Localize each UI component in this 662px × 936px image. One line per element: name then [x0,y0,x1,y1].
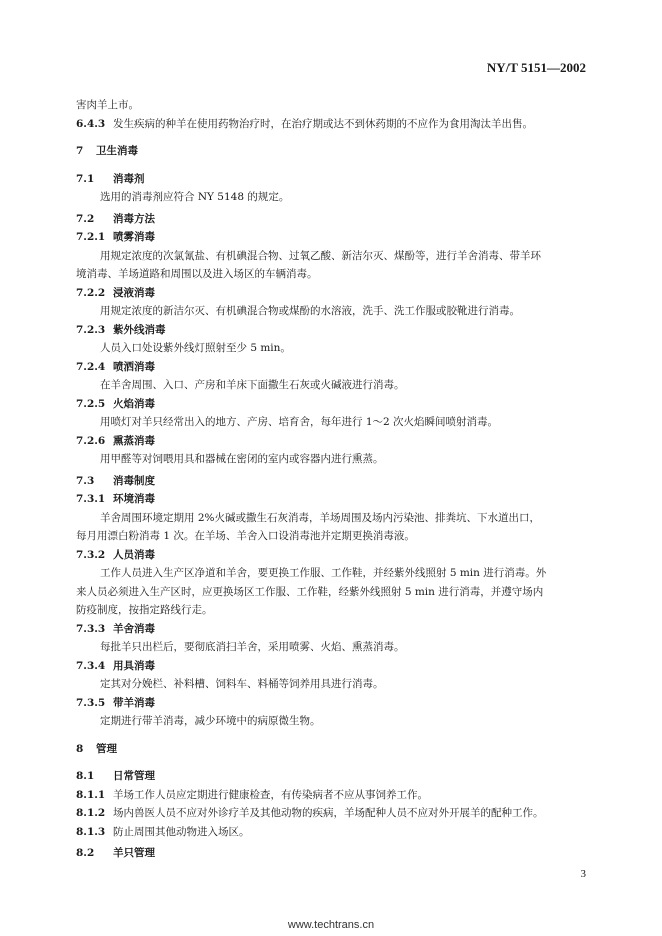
section-heading [76,395,591,414]
clause-number: 6.4.3 [76,117,106,130]
paragraph-continuation [76,601,591,620]
paragraph-text: 选用的消毒剂应符合 NY 5148 的规定。 [100,191,290,203]
paragraph-line [76,376,591,395]
section-number: 7.2.1 [76,231,106,243]
section-title: 环境消毒 [113,493,155,505]
paragraph-text: 定其对分娩栏、补料槽、饲料车、料桶等饲养用具进行消毒。 [100,678,384,690]
paragraph-continuation [76,96,591,115]
paragraph-continuation [76,583,591,602]
section-title: 喷雾消毒 [113,231,155,243]
chapter-number: 7 [76,145,84,157]
section-heading [76,321,591,340]
section-heading [76,228,591,247]
clause-number: 8.1.1 [76,788,106,801]
section-title: 紫外线消毒 [113,323,166,336]
paragraph-line [76,450,591,469]
section-title: 喷洒消毒 [113,360,155,373]
clause-text: 防止周围其他动物进入场区。 [113,825,250,838]
section-title: 浸液消毒 [113,286,155,299]
paragraph-text: 来人员必须进入生产区时，应更换场区工作服、工作鞋，经紫外线照射 5 min 进行消毒，并遵守场内 [76,585,544,598]
section-number: 8.1 [76,770,95,782]
section-title: 火焰消毒 [113,397,155,410]
section-heading [76,358,591,377]
section-number: 7.3.5 [76,696,106,709]
clause-text: 羊场工作人员应定期进行健康检查，有传染病者不应从事饲养工作。 [113,788,428,801]
clause [76,115,591,134]
section-title: 带羊消毒 [113,696,155,709]
section-heading [76,546,591,565]
paragraph-line [76,413,591,432]
paragraph-text: 害肉羊上市。 [76,99,139,111]
standard-code: NY/T 5151—2002 [486,60,586,75]
paragraph-continuation [76,527,591,546]
section-heading [76,284,591,303]
chapter-title: 卫生消毒 [96,145,138,157]
paragraph-line [76,509,591,528]
paragraph-text: 羊舍周围环境定期用 2%火碱或撒生石灰消毒，羊场周围及场内污染池、排粪坑、下水道出口， [100,511,540,524]
section-number: 7.3.1 [76,493,106,505]
section-number: 7.2 [76,212,95,225]
paragraph-text: 工作人员进入生产区净道和羊舍，要更换工作服、工作鞋，并经紫外线照射 5 min 进行消毒。外 [100,567,547,579]
paragraph-continuation [76,265,591,284]
section-heading [76,767,591,786]
section-number: 7.1 [76,172,95,185]
clause [76,804,591,823]
clause-text: 场内兽医人员不应对外诊疗羊及其他动物的疾病，羊场配种人员不应对外开展羊的配种工作。 [113,807,544,819]
chapter-title: 管理 [96,742,117,755]
section-title: 人员消毒 [113,548,155,561]
section-heading [76,472,591,491]
section-number: 7.3.4 [76,659,106,672]
paragraph-line [76,302,591,321]
footer-website: www.techtrans.cn [287,919,375,931]
paragraph-line [76,638,591,657]
paragraph-text: 人员入口处设紫外线灯照射至少 5 min。 [100,342,291,354]
section-title: 羊只管理 [113,847,155,859]
paragraph-text: 境消毒、羊场道路和周围以及进入场区的车辆消毒。 [76,268,318,280]
section-number: 7.3 [76,474,95,487]
clause-number: 8.1.2 [76,807,106,819]
section-title: 用具消毒 [113,659,155,672]
section-title: 消毒方法 [113,212,155,225]
paragraph-text: 防疫制度，按指定路线行走。 [76,604,213,616]
section-heading [76,844,591,863]
section-number: 7.3.3 [76,622,106,635]
paragraph-line [76,339,591,358]
section-heading [76,210,591,229]
paragraph-line [76,564,591,583]
section-title: 消毒制度 [113,474,155,487]
chapter-heading [76,740,591,759]
section-heading [76,432,591,451]
section-number: 7.2.6 [76,434,106,447]
section-heading [76,620,591,639]
paragraph-text: 每月用漂白粉消毒 1 次。在羊场、羊舍入口设消毒池并定期更换消毒液。 [76,530,415,542]
clause-number: 8.1.3 [76,825,106,838]
section-title: 熏蒸消毒 [113,434,155,447]
section-heading [76,694,591,713]
section-number: 7.2.4 [76,360,106,373]
section-number: 7.2.2 [76,286,106,299]
paragraph-line [76,712,591,731]
document-body [76,96,591,863]
clause [76,823,591,842]
section-heading [76,657,591,676]
section-number: 8.2 [76,847,95,859]
paragraph-text: 用喷灯对羊只经常出入的地方、产房、培育舍，每年进行 1～2 次火焰瞬间喷射消毒。 [100,416,499,428]
clause-text: 发生疾病的种羊在使用药物治疗时，在治疗期或达不到休药期的不应作为食用淘汰羊出售。 [113,117,533,130]
paragraph-text: 每批羊只出栏后，要彻底消扫羊舍，采用喷雾、火焰、熏蒸消毒。 [100,641,405,653]
clause [76,786,591,805]
section-heading [76,170,591,189]
paragraph-text: 用规定浓度的次氯氰盐、有机碘混合物、过氧乙酸、新洁尔灭、煤酚等，进行羊舍消毒、带羊环 [100,249,541,262]
section-number: 7.2.3 [76,323,106,336]
page-number: 3 [580,868,586,880]
paragraph-text: 用规定浓度的新洁尔灭、有机碘混合物或煤酚的水溶液，洗手、洗工作服或胶靴进行消毒。 [100,305,520,317]
paragraph-line [76,188,591,207]
chapter-number: 8 [76,742,84,755]
section-heading [76,490,591,509]
paragraph-line [76,675,591,694]
paragraph-text: 定期进行带羊消毒，减少环境中的病原微生物。 [100,715,321,727]
paragraph-text: 用甲醛等对饲喂用具和器械在密闭的室内或容器内进行熏蒸。 [100,453,384,465]
section-number: 7.2.5 [76,397,106,410]
section-number: 7.3.2 [76,548,106,561]
section-title: 日常管理 [113,770,155,782]
section-title: 消毒剂 [113,172,145,185]
section-title: 羊舍消毒 [113,622,155,635]
paragraph-text: 在羊舍周围、入口、产房和羊床下面撒生石灰或火碱液进行消毒。 [100,379,405,391]
chapter-heading [76,142,591,161]
paragraph-line [76,247,591,266]
